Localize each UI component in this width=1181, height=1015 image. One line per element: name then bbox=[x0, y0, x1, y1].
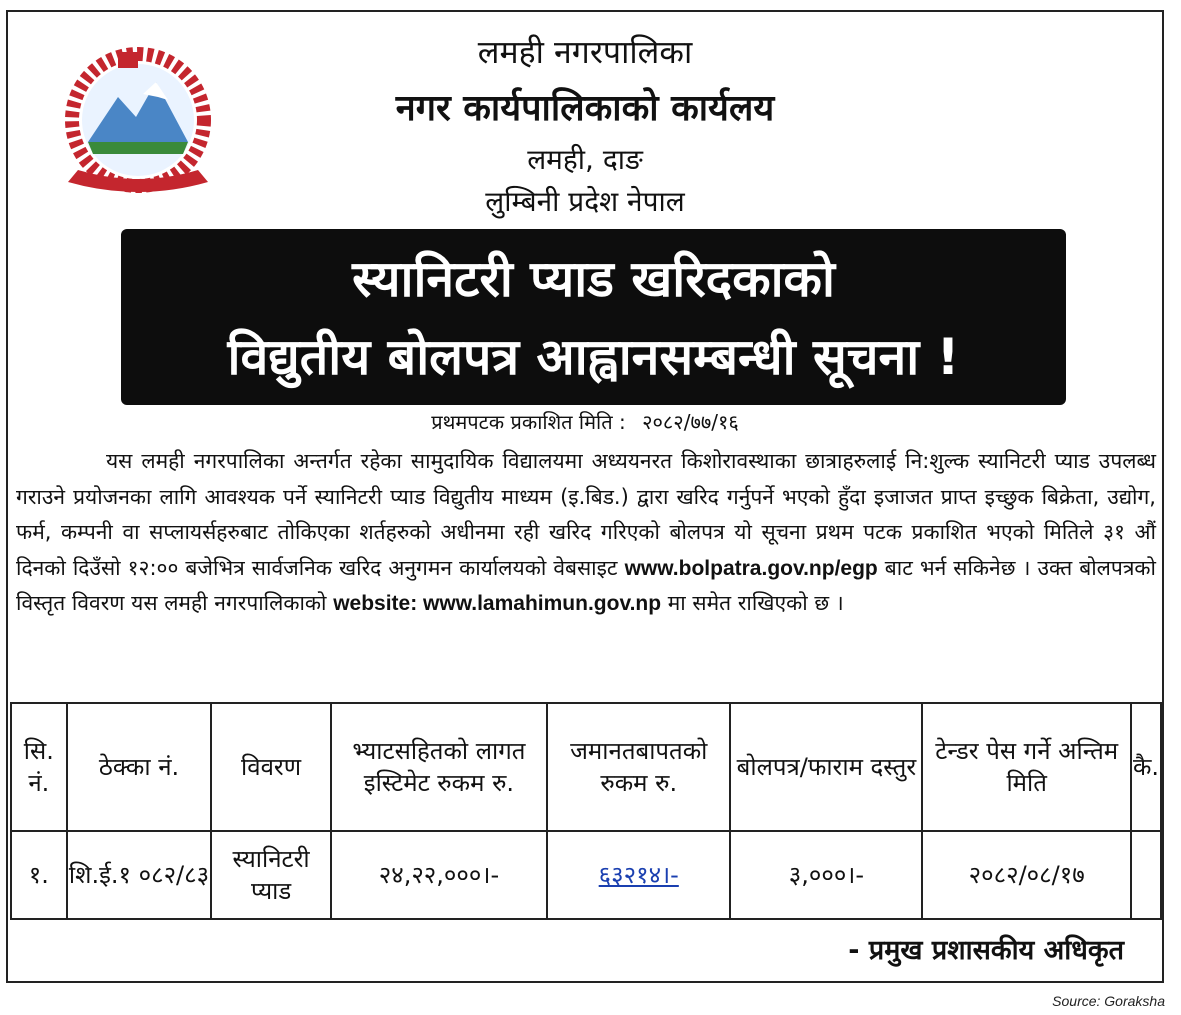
office-name: नगर कार्यपालिकाको कार्यलय bbox=[395, 88, 775, 129]
col-header-estimate: भ्याटसहितको लागत इस्टिमेट रुकम रु. bbox=[331, 703, 547, 831]
notice-body bbox=[16, 444, 1156, 622]
col-header-security: जमानतबापतको रुकम रु. bbox=[547, 703, 730, 831]
publish-date bbox=[8, 408, 1162, 435]
col-header-description: विवरण bbox=[211, 703, 330, 831]
cell-contract: शि.ई.१ ०८२/८३ bbox=[67, 831, 212, 919]
table-row bbox=[11, 831, 1161, 919]
province-name: लुम्बिनी प्रदेश नेपाल bbox=[485, 185, 685, 218]
cell-fee: ३,०००।- bbox=[730, 831, 922, 919]
col-header-fee: बोलपत्र/फाराम दस्तुर bbox=[730, 703, 922, 831]
publish-date-value: २०८२/७७/१६ bbox=[642, 410, 739, 434]
cell-deadline: २०८२/०८/१७ bbox=[922, 831, 1131, 919]
bolpatra-url[interactable]: www.bolpatra.gov.np/egp bbox=[624, 556, 878, 580]
municipality-name: लमही नगरपालिका bbox=[477, 33, 693, 71]
cell-sn: १. bbox=[11, 831, 67, 919]
banner-line-1: स्यानिटरी प्याड खरिदकाको bbox=[352, 250, 835, 308]
cell-estimate: २४,२२,०००।- bbox=[331, 831, 547, 919]
office-location: लमही, दाङ bbox=[527, 143, 643, 176]
banner-line-2: विद्युतीय बोलपत्र आह्वानसम्बन्धी सूचना ! bbox=[227, 328, 960, 386]
cell-security bbox=[547, 831, 730, 919]
body-part-3: मा समेत राखिएको छ । bbox=[667, 591, 844, 615]
security-amount-link[interactable]: ६३२१४।- bbox=[598, 861, 679, 889]
body-part-1: यस लमही नगरपालिका अन्तर्गत रहेका सामुदायिक विद्यालयमा अध्ययनरत किशोरावस्थाका छात्राहरुलाई नि:शुल्क स्यानिटरी प्याड उपलब्ध गराउने प्रयोजनका लागि आवश्यक पर्ने स्यानिटरी प्याड विद्युतीय माध्यम (इ.बिड.) द्वारा खरिद गर्नुपर्ने भएको हुँदा इजाजत प्राप्त इच्छुक बिक्रेता, उद्योग, फर्म, कम्पनी वा सप्लायर्सहरुबाट तोकिएका शर्तहरुको अधीनमा रही खरिद गरिएको बोलपत्र यो सूचना प्रथम पटक प्रकाशित भएको मितिले ३१ औं दिनको दिउँसो १२:०० बजेभित्र सार्वजनिक खरिद अनुगमन कार्यालयको वेबसाइट bbox=[16, 449, 1156, 580]
body-part-2: बाट भर्न सकिनेछ । उक्त बोलपत्रको विस्तृत विवरण यस लमही नगरपालिकाको bbox=[16, 555, 1156, 615]
cell-description: स्यानिटरी प्याड bbox=[211, 831, 330, 919]
source-credit: Source: Goraksha bbox=[1052, 993, 1165, 1009]
table-header-row bbox=[11, 703, 1161, 831]
col-header-sn: सि. नं. bbox=[11, 703, 67, 831]
col-header-remarks: कै. bbox=[1131, 703, 1161, 831]
tender-table bbox=[10, 702, 1162, 920]
col-header-deadline: टेन्डर पेस गर्ने अन्तिम मिति bbox=[922, 703, 1131, 831]
municipality-website-url[interactable]: website: www.lamahimun.gov.np bbox=[333, 592, 662, 615]
signature-title: - प्रमुख प्रशासकीय अधिकृत bbox=[848, 935, 1124, 966]
col-header-contract: ठेक्का नं. bbox=[67, 703, 212, 831]
cell-remarks bbox=[1131, 831, 1161, 919]
notice-title-banner bbox=[121, 229, 1066, 405]
notice bbox=[6, 10, 1164, 983]
publish-date-label: प्रथमपटक प्रकाशित मिति : bbox=[431, 410, 626, 434]
